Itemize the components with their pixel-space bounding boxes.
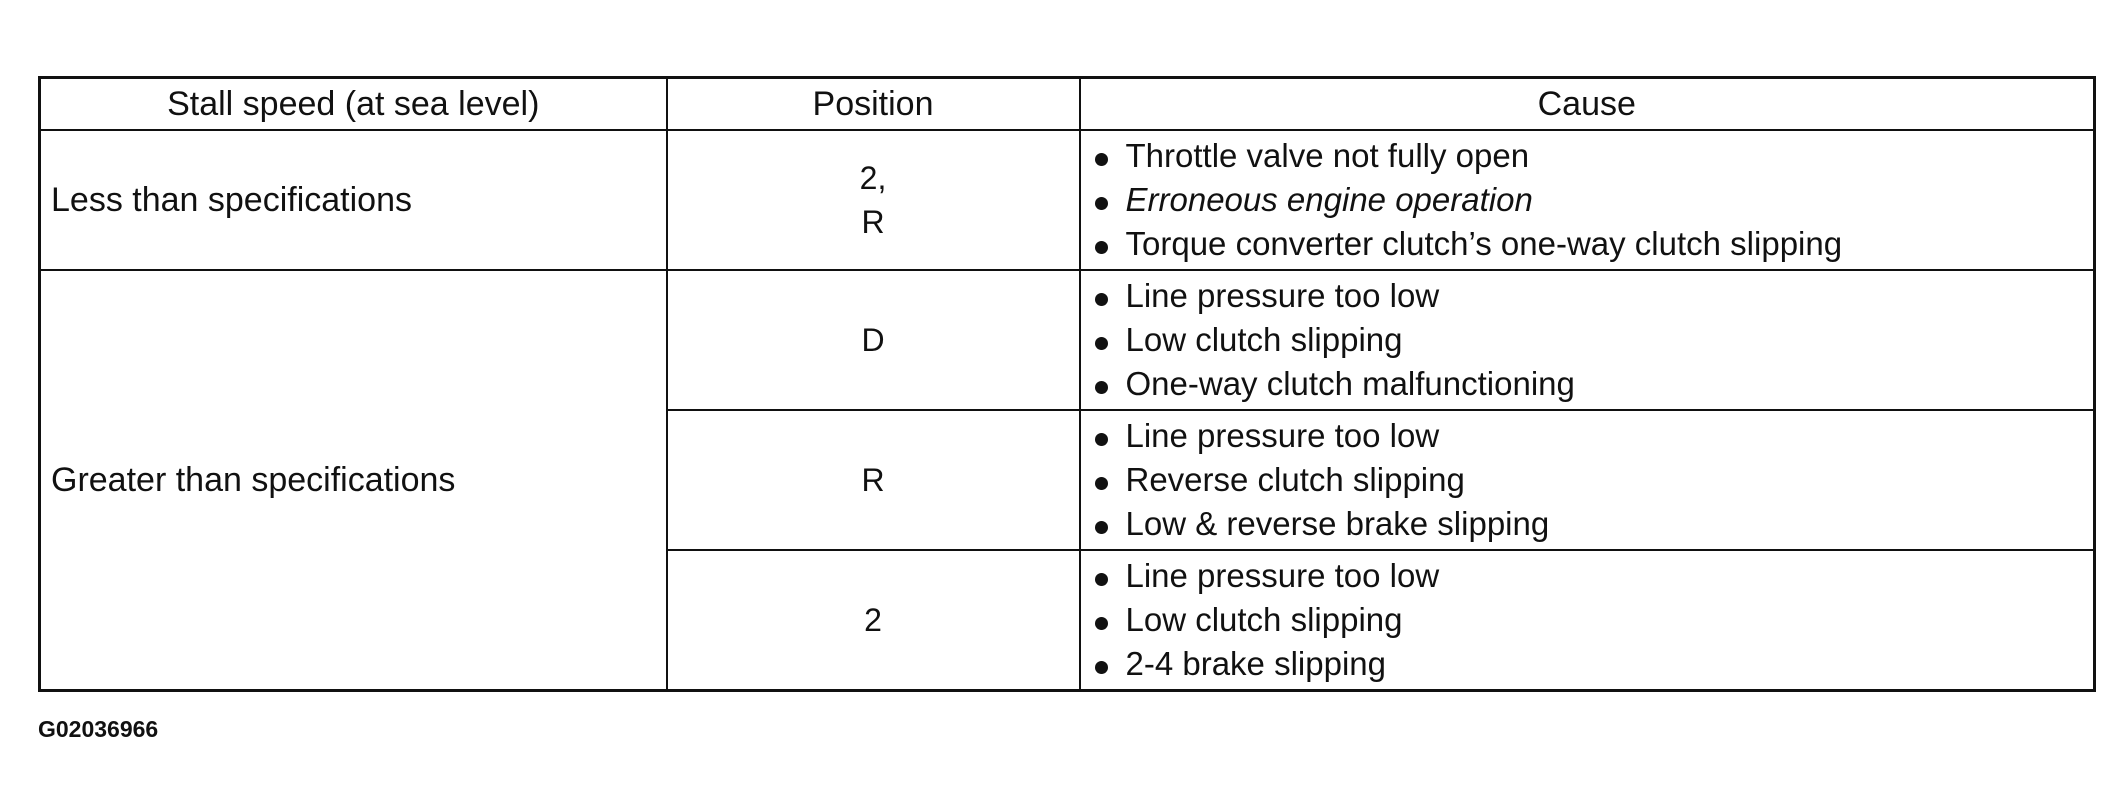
position-cell: 2	[667, 550, 1080, 691]
condition-cell: Greater than specifications	[40, 270, 667, 691]
bullet-icon	[1095, 477, 1108, 490]
cause-item	[1095, 414, 2094, 458]
cause-text: Erroneous engine operation	[1125, 181, 1533, 218]
header-cause: Cause	[1080, 78, 2095, 131]
cause-text: Line pressure too low	[1125, 557, 1440, 594]
cause-list	[1081, 414, 2094, 546]
position-cell: D	[667, 270, 1080, 410]
figure-id: G02036966	[38, 716, 159, 742]
bullet-icon	[1095, 381, 1108, 394]
cause-item	[1095, 178, 2094, 222]
cause-cell	[1080, 130, 2095, 270]
position-cell: R	[667, 410, 1080, 550]
header-stall-speed: Stall speed (at sea level)	[40, 78, 667, 131]
header-position: Position	[667, 78, 1080, 131]
cause-list	[1081, 134, 2094, 266]
condition-cell: Less than specifications	[40, 130, 667, 270]
cause-list	[1081, 274, 2094, 406]
cause-text: Low clutch slipping	[1125, 601, 1403, 638]
cause-cell	[1080, 270, 2095, 410]
position-cell	[667, 130, 1080, 270]
cause-text: Line pressure too low	[1125, 417, 1440, 454]
cause-text: Line pressure too low	[1125, 277, 1440, 314]
bullet-icon	[1095, 337, 1108, 350]
bullet-icon	[1095, 573, 1108, 586]
cause-text: Reverse clutch slipping	[1125, 461, 1465, 498]
stall-speed-table	[38, 76, 2096, 692]
cause-text: 2-4 brake slipping	[1125, 645, 1386, 682]
cause-item	[1095, 222, 2094, 266]
bullet-icon	[1095, 433, 1108, 446]
cause-item	[1095, 502, 2094, 546]
cause-text: Throttle valve not fully open	[1125, 137, 1530, 174]
cause-cell	[1080, 550, 2095, 691]
table-row	[40, 270, 2095, 410]
position-value: R	[861, 204, 885, 240]
cause-text: Low & reverse brake slipping	[1125, 505, 1550, 542]
bullet-icon	[1095, 293, 1108, 306]
cause-item	[1095, 642, 2094, 686]
cause-item	[1095, 554, 2094, 598]
cause-item	[1095, 458, 2094, 502]
table-row	[40, 130, 2095, 270]
cause-item	[1095, 318, 2094, 362]
cause-text: Torque converter clutch’s one-way clutch slipping	[1125, 225, 1843, 262]
cause-item	[1095, 274, 2094, 318]
table-header-row	[40, 78, 2095, 131]
bullet-icon	[1095, 521, 1108, 534]
bullet-icon	[1095, 661, 1108, 674]
cause-list	[1081, 554, 2094, 686]
bullet-icon	[1095, 197, 1108, 210]
cause-item	[1095, 134, 2094, 178]
bullet-icon	[1095, 617, 1108, 630]
cause-cell	[1080, 410, 2095, 550]
cause-item	[1095, 362, 2094, 406]
cause-item	[1095, 598, 2094, 642]
bullet-icon	[1095, 153, 1108, 166]
cause-text: Low clutch slipping	[1125, 321, 1403, 358]
position-value: 2,	[859, 160, 887, 196]
cause-text: One-way clutch malfunctioning	[1125, 365, 1575, 402]
bullet-icon	[1095, 241, 1108, 254]
